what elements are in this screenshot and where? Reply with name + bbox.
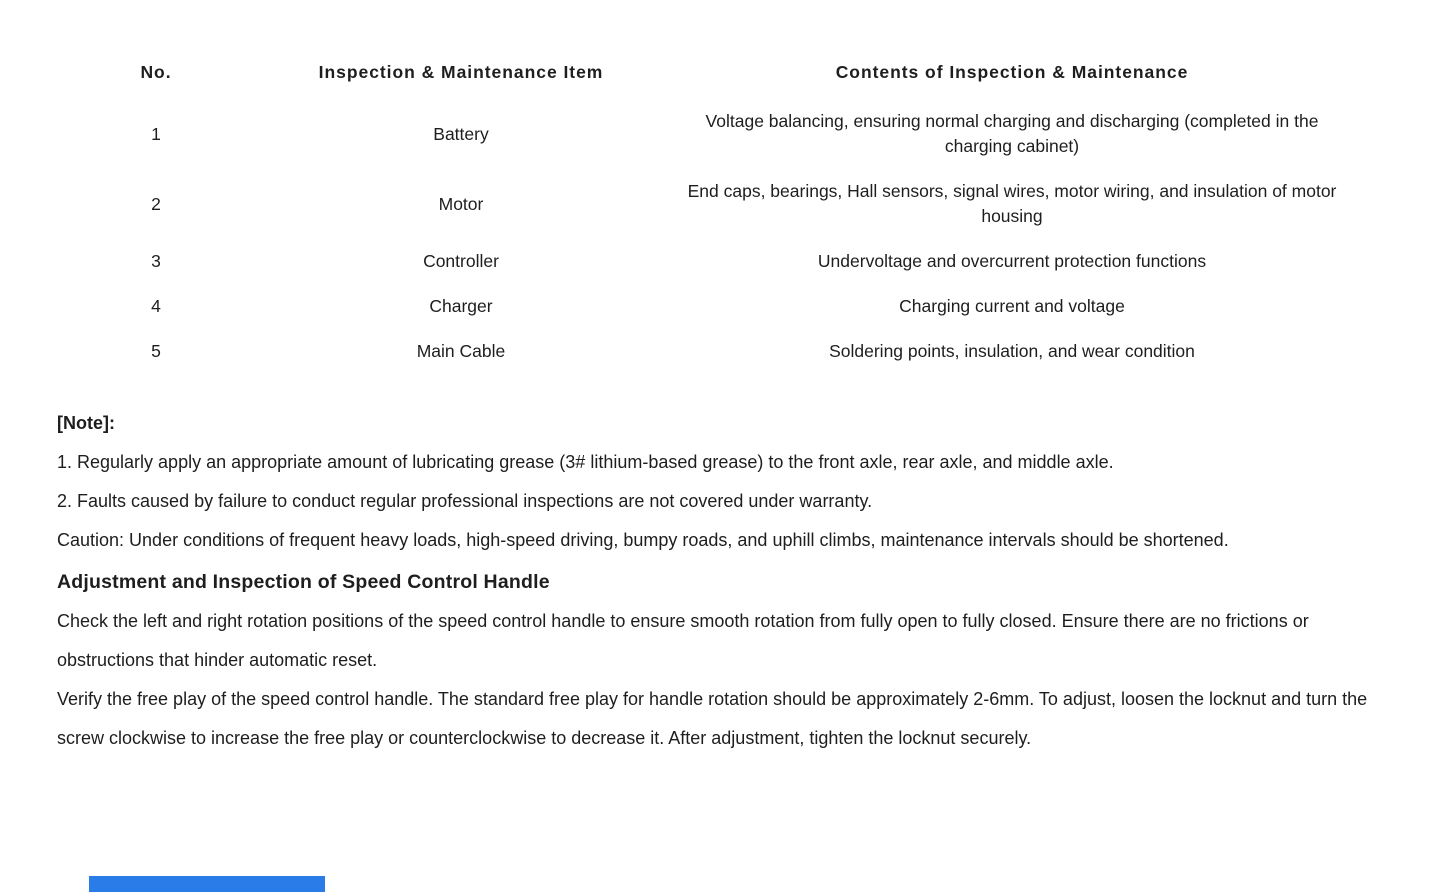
cell-no: 5 [151, 341, 161, 361]
bottom-blue-highlight-bar [89, 876, 325, 892]
cell-no: 2 [151, 193, 161, 214]
note-label: [Note]: [57, 413, 115, 433]
cell-no: 3 [151, 251, 161, 271]
cell-contents: Charging current and voltage [899, 296, 1125, 316]
cell-item: Battery [433, 123, 489, 144]
table-header-row [57, 62, 1357, 99]
note-caution-text: Caution: Under conditions of frequent heavy loads, high-speed driving, bumpy roads, and uphill climbs, maintenance intervals should be shortened. [57, 530, 1229, 550]
cell-item: Controller [423, 251, 499, 271]
table-row [57, 169, 1357, 239]
table-row [57, 239, 1357, 284]
note-item-1: 1. Regularly apply an appropriate amount of lubricating grease (3# lithium-based grease) to the front axle, rear axle, and middle axle. [57, 452, 1114, 472]
cell-no: 4 [151, 296, 161, 316]
note-block [57, 404, 1357, 560]
table-header-contents: Contents of Inspection & Maintenance [835, 62, 1189, 82]
section-paragraph-2: Verify the free play of the speed control handle. The standard free play for handle rotation should be approximately 2-6mm. To adjust, loosen the locknut and turn the screw clockwise to increase the free play or counterclockwise to decrease it. After adjustment, tighten the locknut securely. [57, 689, 1368, 748]
maintenance-table [57, 62, 1357, 374]
section-paragraph-1: Check the left and right rotation positions of the speed control handle to ensure smooth rotation from fully open to fully closed. Ensure there are no frictions or obstructions that hinder automatic reset. [57, 611, 1309, 670]
cell-no: 1 [151, 123, 161, 144]
table-header-no: No. [140, 62, 172, 82]
cell-contents: Soldering points, insulation, and wear condition [829, 341, 1195, 361]
cell-contents: Undervoltage and overcurrent protection functions [817, 251, 1207, 271]
cell-contents: End caps, bearings, Hall sensors, signal wires, motor wiring, and insulation of motor housing [687, 181, 1337, 226]
section-heading: Adjustment and Inspection of Speed Control Handle [57, 571, 550, 593]
table-row [57, 99, 1357, 169]
table-header-item: Inspection & Maintenance Item [318, 62, 604, 82]
note-item-2: 2. Faults caused by failure to conduct regular professional inspections are not covered under warranty. [57, 491, 873, 511]
speed-control-section [57, 562, 1375, 758]
cell-item: Motor [438, 193, 484, 214]
cell-item: Charger [429, 296, 493, 316]
cell-item: Main Cable [416, 341, 506, 361]
table-row [57, 329, 1357, 374]
table-row [57, 284, 1357, 329]
cell-contents: Voltage balancing, ensuring normal charging and discharging (completed in the charging cabinet) [705, 111, 1319, 156]
